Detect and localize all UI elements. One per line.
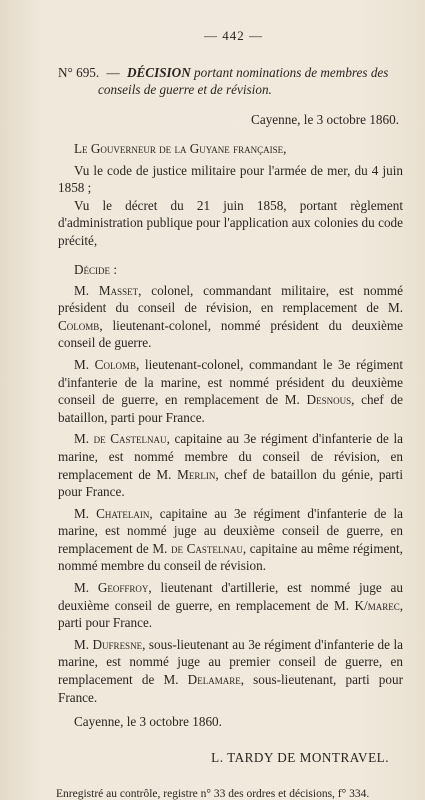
appointment-paragraph bbox=[58, 505, 403, 575]
appointee-name: M. de Castelnau bbox=[74, 431, 167, 447]
appointment-text: , lieutenant-colonel, commandant le 3e régiment d'infanterie de la marine, est nommé président du deuxième conseil de guerre, en remplacement de M. bbox=[58, 356, 403, 408]
appointments-list bbox=[58, 282, 403, 707]
governor-line bbox=[58, 140, 403, 158]
appointment-text: , lieutenant d'artillerie, est nommé juge au deuxième conseil de guerre, en remplacement de M. bbox=[58, 580, 403, 613]
replaced-name: Merlin bbox=[177, 466, 216, 482]
signature: L. TARDY DE MONTRAVEL. bbox=[211, 750, 389, 766]
replaced-name: Delamare bbox=[187, 672, 241, 688]
appointment-paragraph bbox=[58, 579, 403, 632]
dateline: Cayenne, le 3 octobre 1860. bbox=[251, 112, 399, 127]
appointment-text-end: , sous-lieutenant, parti pour France. bbox=[58, 672, 403, 705]
decision-title-line2: conseils de guerre et de révision. bbox=[98, 82, 272, 97]
considerant-decret: Vu le décret du 21 juin 1858, portant règlement d'administration publique pour l'application aux colonies du code précité, bbox=[58, 197, 403, 248]
closing-date: Cayenne, le 3 octobre 1860. bbox=[74, 714, 222, 730]
appointment-text: , colonel, commandant militaire, est nommé président du conseil de révision, en remplacement de M. bbox=[58, 282, 403, 316]
considerant-code: Vu le code de justice militaire pour l'armée de mer, du 4 juin 1858 ; bbox=[58, 162, 403, 196]
appointment-text-end: , lieutenant-colonel, nommé président du deuxième conseil de guerre. bbox=[58, 317, 403, 351]
appointee-name: M. Chatelain bbox=[74, 505, 150, 521]
appointment-text-end: , parti pour France. bbox=[58, 597, 403, 631]
governor-text: Le Gouverneur de la Guyane française, bbox=[74, 141, 287, 156]
appointee-name: M. Colomb bbox=[74, 356, 136, 372]
heading-dash: — bbox=[106, 65, 120, 80]
appointee-name: M. Masset bbox=[74, 282, 139, 298]
replaced-name: Colomb bbox=[58, 317, 100, 333]
appointment-paragraph bbox=[58, 282, 403, 352]
appointment-text: , capitaine au 3e régiment d'infanterie de la marine, est nommé juge au deuxième conseil de guerre, en remplacement de M. bbox=[58, 505, 403, 556]
decision-title: portant nominations de membres des bbox=[194, 65, 389, 80]
decision-keyword: DÉCISION bbox=[126, 65, 191, 80]
registration-note: Enregistré au contrôle, registre n° 33 des ordres et décisions, f° 334. bbox=[56, 788, 370, 800]
decision-number: N° 695. bbox=[58, 65, 100, 80]
page-number: — 442 — bbox=[204, 28, 263, 43]
appointment-paragraph bbox=[58, 430, 403, 500]
appointee-name: M. Dufresne bbox=[74, 636, 143, 652]
appointment-text-end: , chef de bataillon du génie, parti pour France. bbox=[58, 466, 403, 500]
appointment-text-end: , capitaine au même régiment, nommé membre du conseil de révision. bbox=[58, 540, 403, 574]
appointment-paragraph bbox=[58, 636, 403, 706]
appointment-text: , capitaine au 3e régiment d'infanterie de la marine, est nommé membre du conseil de révision, en remplacement de M. bbox=[58, 431, 403, 482]
appointee-name: M. Geoffroy bbox=[74, 580, 149, 596]
replaced-name: Desnous bbox=[306, 392, 352, 408]
decide-label: Décide : bbox=[74, 261, 117, 277]
replaced-name: K/marec bbox=[354, 597, 400, 613]
appointment-text: , sous-lieutenant au 3e régiment d'infanterie de la marine, est nommé juge au premier conseil de guerre, en remplacement de M. bbox=[58, 636, 404, 688]
appointment-paragraph bbox=[58, 356, 403, 426]
replaced-name: de Castelnau bbox=[170, 540, 243, 556]
decision-heading bbox=[58, 64, 403, 98]
appointment-text-end: , chef de bataillon, parti pour France. bbox=[58, 392, 403, 425]
